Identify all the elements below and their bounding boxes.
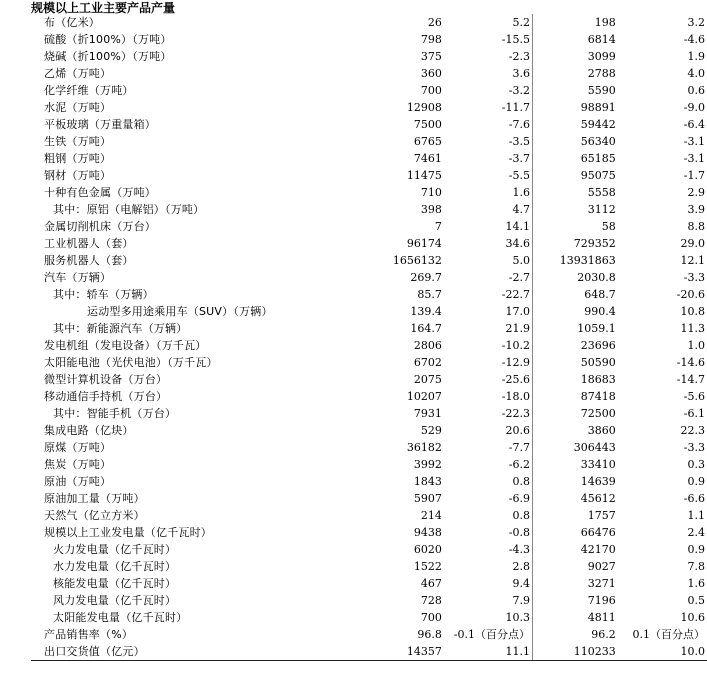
- cumulative-output-value: 3860: [587, 424, 616, 437]
- month-output-value: 7461: [413, 152, 442, 165]
- product-name: 化学纤维（万吨）: [44, 84, 134, 97]
- table-row: [31, 626, 707, 643]
- cumulative-output-value: 96.2: [591, 628, 616, 641]
- table-row: [31, 167, 707, 184]
- cumulative-growth-value: -14.6: [676, 356, 705, 369]
- product-name: 太阳能电池（光伏电池）（万千瓦）: [44, 356, 218, 369]
- cumulative-output-value: 42170: [580, 543, 616, 556]
- cumulative-output-value: 5558: [587, 186, 616, 199]
- cumulative-growth-value: -6.6: [683, 492, 705, 505]
- month-growth-value: 10.3: [444, 609, 533, 626]
- table-row: [31, 269, 707, 286]
- cumulative-growth-value: 0.5: [687, 594, 705, 607]
- cumulative-growth-value: 3.9: [687, 203, 705, 216]
- cumulative-growth-value: 0.6: [687, 84, 705, 97]
- month-output-value: 26: [427, 16, 442, 29]
- table-row: [31, 218, 707, 235]
- month-output-value: 375: [420, 50, 442, 63]
- cumulative-growth-value: -9.0: [683, 101, 705, 114]
- month-output-value: 2806: [413, 339, 442, 352]
- month-output-value: 700: [420, 84, 442, 97]
- cumulative-output-value: 98891: [580, 101, 616, 114]
- month-output-value: 164.7: [410, 322, 442, 335]
- month-growth-value: 9.4: [444, 575, 533, 592]
- cumulative-output-value: 2030.8: [577, 271, 616, 284]
- product-name: 工业机器人（套）: [44, 237, 134, 250]
- month-growth-value: 0.8: [444, 507, 533, 524]
- product-name: 烧碱（折100%）（万吨）: [44, 50, 172, 63]
- month-growth-value: 5.2: [444, 14, 533, 31]
- month-growth-value: 1.6: [444, 184, 533, 201]
- product-name: 规模以上工业发电量（亿千瓦时）: [44, 526, 212, 539]
- month-growth-value: -12.9: [444, 354, 533, 371]
- month-output-value: 85.7: [417, 288, 442, 301]
- month-output-value: 1656132: [392, 254, 442, 267]
- table-row: [31, 405, 707, 422]
- cumulative-output-value: 1757: [587, 509, 616, 522]
- cumulative-output-value: 72500: [580, 407, 616, 420]
- product-name: 乙烯（万吨）: [44, 67, 112, 80]
- cumulative-growth-value: -6.1: [683, 407, 705, 420]
- product-name: 集成电路（亿块）: [44, 424, 134, 437]
- month-output-value: 11475: [406, 169, 442, 182]
- table-row: [31, 371, 707, 388]
- month-output-value: 5907: [413, 492, 442, 505]
- cumulative-output-value: 13931863: [559, 254, 616, 267]
- table-row: [31, 303, 707, 320]
- product-name: 运动型多用途乘用车（SUV）（万辆）: [87, 305, 273, 318]
- table-row: [31, 48, 707, 65]
- cumulative-growth-value: 2.9: [687, 186, 705, 199]
- month-output-value: 2075: [413, 373, 442, 386]
- cumulative-output-value: 306443: [573, 441, 616, 454]
- product-name: 服务机器人（套）: [44, 254, 134, 267]
- product-name: 金属切削机床（万台）: [44, 220, 156, 233]
- month-output-value: 214: [420, 509, 442, 522]
- cumulative-output-value: 2788: [587, 67, 616, 80]
- cumulative-growth-value: 11.3: [680, 322, 705, 335]
- product-name: 其中：新能源汽车（万辆）: [53, 322, 188, 335]
- month-output-value: 12908: [406, 101, 442, 114]
- month-growth-value: 17.0: [444, 303, 533, 320]
- table-row: [31, 252, 707, 269]
- table-row: [31, 116, 707, 133]
- cumulative-growth-value: -3.3: [683, 441, 705, 454]
- month-growth-value: 2.8: [444, 558, 533, 575]
- cumulative-output-value: 648.7: [584, 288, 616, 301]
- table-row: [31, 524, 707, 541]
- table-title: 规模以上工业主要产品产量: [31, 1, 176, 15]
- month-output-value: 467: [420, 577, 442, 590]
- product-name: 发电机组（发电设备）（万千瓦）: [44, 339, 207, 352]
- cumulative-output-value: 50590: [580, 356, 616, 369]
- cumulative-growth-value: 0.9: [687, 475, 705, 488]
- cumulative-output-value: 110233: [532, 643, 617, 661]
- table-row: [31, 490, 707, 507]
- product-name: 火力发电量（亿千瓦时）: [53, 543, 177, 556]
- month-output-value: 96.8: [417, 628, 442, 641]
- table-row: [31, 643, 707, 661]
- table-row: [31, 184, 707, 201]
- cumulative-growth-value: -5.6: [683, 390, 705, 403]
- product-name: 核能发电量（亿千瓦时）: [53, 577, 177, 590]
- month-output-value: 139.4: [410, 305, 442, 318]
- cumulative-output-value: 3099: [587, 50, 616, 63]
- cumulative-growth-value: 0.9: [687, 543, 705, 556]
- cumulative-output-value: 9027: [587, 560, 616, 573]
- month-output-value: 6020: [413, 543, 442, 556]
- month-growth-value: 11.1: [444, 643, 533, 661]
- month-growth-value: -6.9: [444, 490, 533, 507]
- table-row: [31, 422, 707, 439]
- month-growth-value: -0.8: [444, 524, 533, 541]
- cumulative-output-value: 59442: [580, 118, 616, 131]
- month-growth-value: -15.5: [444, 31, 533, 48]
- month-output-value: 398: [420, 203, 442, 216]
- cumulative-growth-value: 0.1（百分点）: [632, 628, 705, 641]
- cumulative-growth-value: 10.8: [680, 305, 705, 318]
- product-name: 出口交货值（亿元）: [31, 643, 360, 661]
- month-growth-value: 14.1: [444, 218, 533, 235]
- month-growth-value: -10.2: [444, 337, 533, 354]
- month-growth-value: 20.6: [444, 422, 533, 439]
- cumulative-output-value: 3112: [587, 203, 616, 216]
- product-output-table: [31, 14, 707, 661]
- month-growth-value: 5.0: [444, 252, 533, 269]
- cumulative-growth-value: 10.0: [618, 643, 707, 661]
- table-row: [31, 82, 707, 99]
- table-row: [31, 14, 707, 31]
- cumulative-growth-value: 1.0: [687, 339, 705, 352]
- cumulative-growth-value: 10.6: [680, 611, 705, 624]
- month-growth-value: -22.3: [444, 405, 533, 422]
- cumulative-output-value: 18683: [580, 373, 616, 386]
- product-name: 天然气（亿立方米）: [44, 509, 145, 522]
- cumulative-growth-value: 4.0: [687, 67, 705, 80]
- month-output-value: 1843: [413, 475, 442, 488]
- cumulative-output-value: 45612: [580, 492, 616, 505]
- month-growth-value: -2.3: [444, 48, 533, 65]
- table-row: [31, 439, 707, 456]
- month-growth-value: 4.7: [444, 201, 533, 218]
- cumulative-output-value: 66476: [580, 526, 616, 539]
- month-growth-value: -5.5: [444, 167, 533, 184]
- product-name: 太阳能发电量（亿千瓦时）: [53, 611, 188, 624]
- table-row: [31, 507, 707, 524]
- cumulative-growth-value: 2.4: [687, 526, 705, 539]
- month-output-value: 10207: [406, 390, 442, 403]
- month-growth-value: 0.8: [444, 473, 533, 490]
- month-growth-value: -3.2: [444, 82, 533, 99]
- month-growth-value: -25.6: [444, 371, 533, 388]
- month-growth-value: -3.5: [444, 133, 533, 150]
- product-name: 原油加工量（万吨）: [44, 492, 145, 505]
- table-row: [31, 388, 707, 405]
- month-output-value: 710: [420, 186, 442, 199]
- table-row: [31, 575, 707, 592]
- month-growth-value: -18.0: [444, 388, 533, 405]
- month-output-value: 7: [434, 220, 442, 233]
- table-row: [31, 201, 707, 218]
- table-row: [31, 320, 707, 337]
- month-growth-value: 3.6: [444, 65, 533, 82]
- table-row: [31, 235, 707, 252]
- month-growth-value: -7.7: [444, 439, 533, 456]
- month-output-value: 9438: [413, 526, 442, 539]
- table-row: [31, 473, 707, 490]
- month-output-value: 7500: [413, 118, 442, 131]
- month-output-value: 700: [420, 611, 442, 624]
- product-name: 微型计算机设备（万台）: [44, 373, 168, 386]
- month-output-value: 269.7: [410, 271, 442, 284]
- month-output-value: 798: [420, 33, 442, 46]
- table-row: [31, 456, 707, 473]
- cumulative-growth-value: -3.1: [683, 152, 705, 165]
- cumulative-output-value: 4811: [587, 611, 616, 624]
- cumulative-growth-value: -20.6: [676, 288, 705, 301]
- cumulative-output-value: 58: [601, 220, 616, 233]
- cumulative-growth-value: 0.3: [687, 458, 705, 471]
- month-output-value: 529: [420, 424, 442, 437]
- table-row: [31, 609, 707, 626]
- product-name: 其中：原铝（电解铝）（万吨）: [53, 203, 205, 216]
- cumulative-output-value: 14639: [580, 475, 616, 488]
- table-row: [31, 541, 707, 558]
- cumulative-growth-value: 12.1: [680, 254, 705, 267]
- table-row: [31, 31, 707, 48]
- cumulative-growth-value: 1.9: [687, 50, 705, 63]
- product-name: 焦炭（万吨）: [44, 458, 112, 471]
- product-name: 汽车（万辆）: [44, 271, 112, 284]
- month-output-value: 36182: [406, 441, 442, 454]
- month-growth-value: 7.9: [444, 592, 533, 609]
- cumulative-growth-value: 8.8: [687, 220, 705, 233]
- cumulative-output-value: 3271: [587, 577, 616, 590]
- table-row: [31, 65, 707, 82]
- product-name: 十种有色金属（万吨）: [44, 186, 156, 199]
- cumulative-output-value: 729352: [573, 237, 616, 250]
- table-row: [31, 133, 707, 150]
- cumulative-output-value: 87418: [580, 390, 616, 403]
- product-name: 硫酸（折100%）（万吨）: [44, 33, 172, 46]
- cumulative-growth-value: 7.8: [687, 560, 705, 573]
- month-output-value: 3992: [413, 458, 442, 471]
- product-name: 平板玻璃（万重量箱）: [44, 118, 156, 131]
- cumulative-output-value: 56340: [580, 135, 616, 148]
- table-row: [31, 558, 707, 575]
- product-name: 水力发电量（亿千瓦时）: [53, 560, 177, 573]
- product-name: 粗钢（万吨）: [44, 152, 112, 165]
- product-name: 风力发电量（亿千瓦时）: [53, 594, 177, 607]
- month-growth-value: 34.6: [444, 235, 533, 252]
- month-growth-value: -6.2: [444, 456, 533, 473]
- cumulative-output-value: 23696: [580, 339, 616, 352]
- cumulative-growth-value: -3.1: [683, 135, 705, 148]
- table-row: [31, 592, 707, 609]
- cumulative-growth-value: -4.6: [683, 33, 705, 46]
- cumulative-growth-value: 1.6: [687, 577, 705, 590]
- month-output-value: 1522: [413, 560, 442, 573]
- month-growth-value: -2.7: [444, 269, 533, 286]
- cumulative-output-value: 95075: [580, 169, 616, 182]
- month-output-value: 6765: [413, 135, 442, 148]
- product-name: 布（亿米）: [44, 16, 100, 29]
- month-growth-value: 21.9: [444, 320, 533, 337]
- cumulative-output-value: 7196: [587, 594, 616, 607]
- table-body: [31, 14, 707, 661]
- month-growth-value: -22.7: [444, 286, 533, 303]
- cumulative-output-value: 1059.1: [577, 322, 616, 335]
- cumulative-growth-value: -14.7: [676, 373, 705, 386]
- month-output-value: 7931: [413, 407, 442, 420]
- product-name: 其中：轿车（万辆）: [53, 288, 154, 301]
- cumulative-growth-value: -3.3: [683, 271, 705, 284]
- product-name: 水泥（万吨）: [44, 101, 112, 114]
- product-name: 移动通信手持机（万台）: [44, 390, 168, 403]
- product-name: 其中：智能手机（万台）: [53, 407, 177, 420]
- table-row: [31, 99, 707, 116]
- cumulative-output-value: 990.4: [584, 305, 616, 318]
- cumulative-output-value: 33410: [580, 458, 616, 471]
- cumulative-output-value: 65185: [580, 152, 616, 165]
- product-name: 原煤（万吨）: [44, 441, 112, 454]
- cumulative-output-value: 198: [594, 16, 616, 29]
- cumulative-growth-value: 22.3: [680, 424, 705, 437]
- product-name: 产品销售率（%）: [44, 628, 134, 641]
- cumulative-growth-value: 1.1: [687, 509, 705, 522]
- month-output-value: 96174: [406, 237, 442, 250]
- cumulative-output-value: 6814: [587, 33, 616, 46]
- month-growth-value: -0.1（百分点）: [444, 626, 533, 643]
- product-name: 原油（万吨）: [44, 475, 112, 488]
- month-output-value: 6702: [413, 356, 442, 369]
- month-output-value: 14357: [360, 643, 444, 661]
- product-name: 生铁（万吨）: [44, 135, 112, 148]
- cumulative-growth-value: -6.4: [683, 118, 705, 131]
- month-growth-value: -4.3: [444, 541, 533, 558]
- month-growth-value: -3.7: [444, 150, 533, 167]
- product-name: 钢材（万吨）: [44, 169, 112, 182]
- month-growth-value: -11.7: [444, 99, 533, 116]
- month-growth-value: -7.6: [444, 116, 533, 133]
- month-output-value: 728: [420, 594, 442, 607]
- table-row: [31, 337, 707, 354]
- cumulative-growth-value: 29.0: [680, 237, 705, 250]
- month-output-value: 360: [420, 67, 442, 80]
- table-row: [31, 150, 707, 167]
- table-row: [31, 286, 707, 303]
- cumulative-growth-value: -1.7: [683, 169, 705, 182]
- cumulative-growth-value: 3.2: [687, 16, 705, 29]
- table-row: [31, 354, 707, 371]
- cumulative-output-value: 5590: [587, 84, 616, 97]
